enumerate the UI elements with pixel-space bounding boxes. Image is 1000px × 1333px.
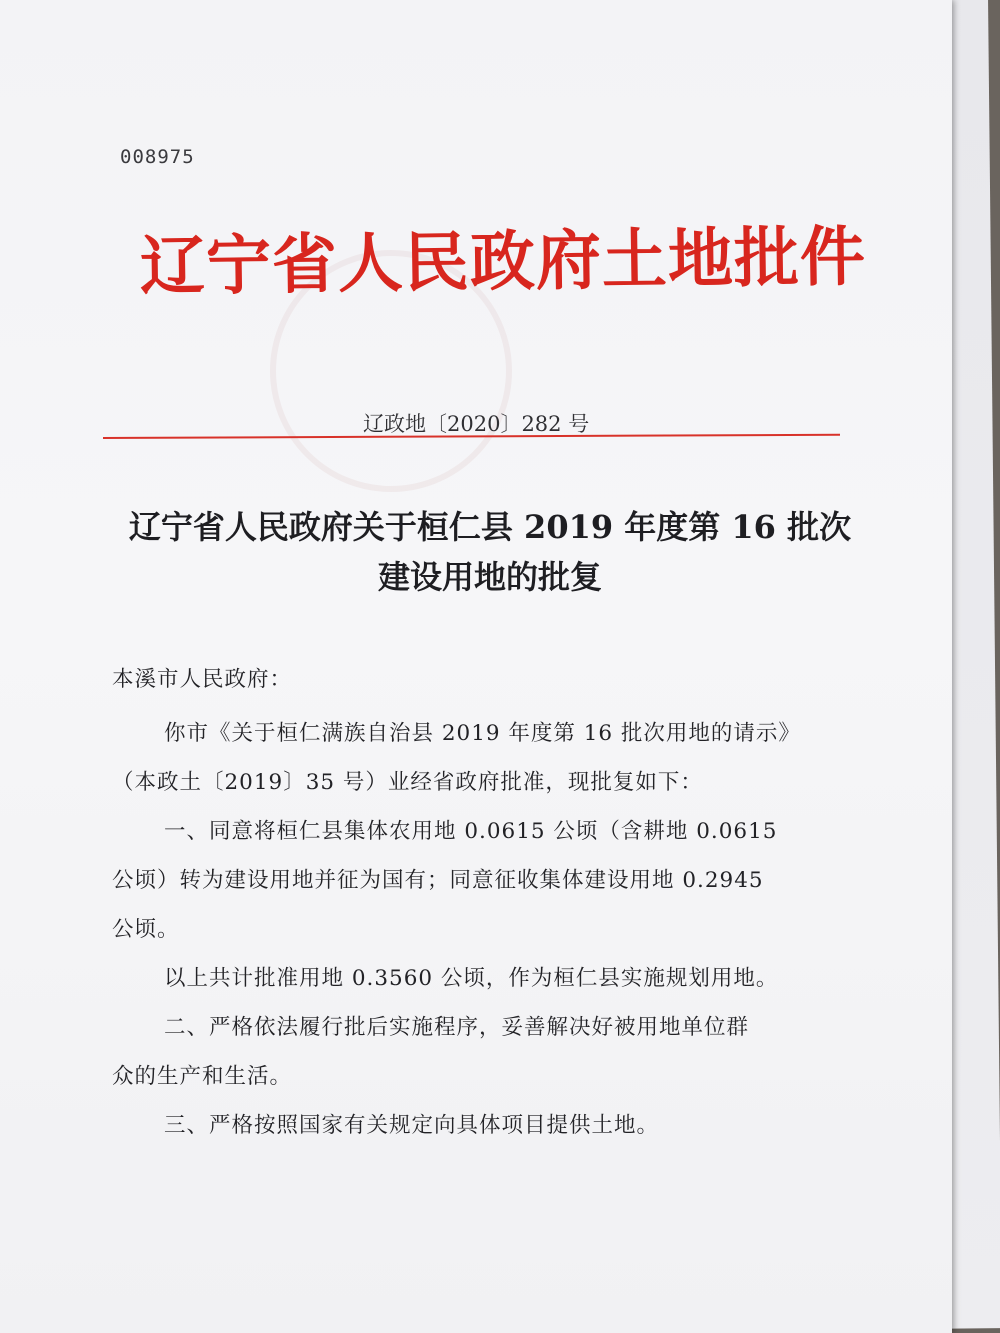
reply-title-line-2: 建设用地的批复 (377, 558, 602, 596)
document-header-title: 辽宁省人民政府土地批件 (139, 219, 867, 305)
document-serial-number: 008975 (120, 146, 195, 168)
body-line-7: 二、严格依法履行批后实施程序，妥善解决好被用地单位群 (164, 1015, 750, 1040)
body-line-8: 众的生产和生活。 (112, 1064, 293, 1089)
body-line-6: 以上共计批准用地 0.3560 公顷，作为桓仁县实施规划用地。 (164, 966, 779, 991)
addressee: 本溪市人民政府： (112, 667, 293, 692)
body-line-3: 一、同意将桓仁县集体农用地 0.0615 公顷（含耕地 0.0615 (164, 819, 778, 844)
body-line-5: 公顷。 (112, 917, 180, 942)
body-line-4: 公顷）转为建设用地并征为国有；同意征收集体建设用地 0.2945 (112, 868, 764, 893)
reply-title-line-1: 辽宁省人民政府关于桓仁县 2019 年度第 16 批次 (128, 508, 852, 546)
body-line-1: 你市《关于桓仁满族自治县 2019 年度第 16 批次用地的请示》 (164, 721, 801, 746)
body-line-2: （本政土〔2019〕35 号）业经省政府批准，现批复如下： (112, 770, 703, 795)
body-line-9: 三、严格按照国家有关规定向具体项目提供土地。 (164, 1113, 660, 1138)
reply-title (110, 502, 870, 602)
file-number: 辽政地〔2020〕282 号 (363, 412, 590, 436)
